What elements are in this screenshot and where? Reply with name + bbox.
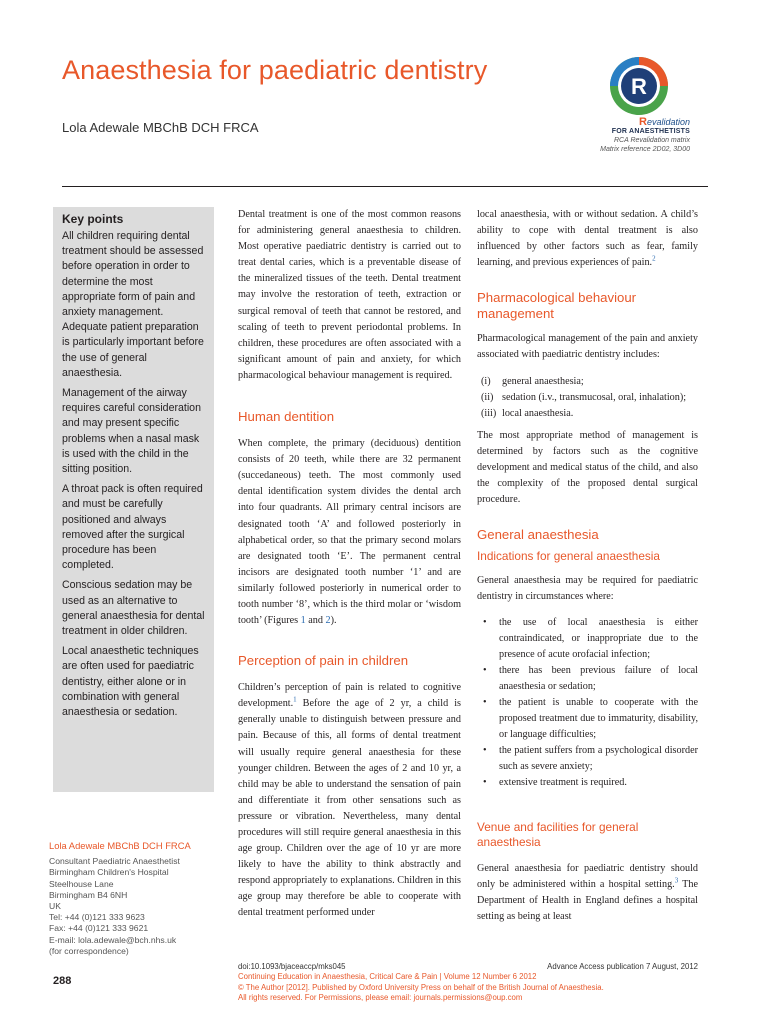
revalidation-matrix: RCA Revalidation matrix xyxy=(614,137,690,144)
affiliation-line: Steelhouse Lane xyxy=(49,878,114,889)
affiliation-line: Birmingham B4 6NH xyxy=(49,889,128,900)
key-point-4: Conscious sedation may be used as an alternative to general anaesthesia for dental treatment in older children. xyxy=(62,579,205,638)
author-affiliation xyxy=(49,840,239,957)
list-item: • the use of local anaesthesia is either contraindicated, or inappropriate due to the presence of acute orofacial infection; xyxy=(477,615,698,663)
revalidation-brand: Revalidation xyxy=(639,116,690,128)
affiliation-line: Birmingham Children's Hospital xyxy=(49,867,169,878)
article-title: Anaesthesia for paediatric dentistry xyxy=(62,55,488,85)
list-item: (iii) local anaesthesia. xyxy=(481,407,574,419)
reference-3-link[interactable]: 3 xyxy=(674,876,679,885)
affiliation-line: UK xyxy=(49,901,61,912)
reference-2-link[interactable]: 2 xyxy=(652,254,656,263)
revalidation-logo-letter: R xyxy=(631,74,647,99)
key-point-3: A throat pack is often required and must be carefully positioned and always removed after the surgical procedure has been completed. xyxy=(62,483,203,572)
indications-heading: Indications for general anaesthesia xyxy=(477,549,660,564)
key-point-1: All children requiring dental treatment should be assessed before operation in order to determine the most appropriate form of pain and anxiety management. Adequate patient preparation is particularly important before the use of general anaesthesia. xyxy=(62,230,204,379)
key-points-heading: Key points xyxy=(62,212,124,226)
affiliation-line: Tel: +44 (0)121 333 9623 xyxy=(49,912,145,923)
footer-copyright: © The Author [2012]. Published by Oxford University Press on behalf of the British Journal of Anaesthesia. xyxy=(238,982,604,992)
list-item: (ii) sedation (i.v., transmucosal, oral, inhalation); xyxy=(481,391,687,403)
affiliation-line: Consultant Paediatric Anaesthetist xyxy=(49,856,180,867)
key-point-5: Local anaesthetic techniques are often used for paediatric dentistry, either alone or in combination with general anaesthesia or sedation. xyxy=(62,645,199,719)
list-item: • the patient suffers from a psychological disorder such as severe anxiety; xyxy=(477,743,698,775)
footer-row xyxy=(238,962,698,972)
body-column-3 xyxy=(477,207,698,925)
list-item: (i) general anaesthesia; xyxy=(481,375,584,387)
pharm-list xyxy=(477,374,698,422)
pharm-paragraph-2: The most appropriate method of management is determined by factors such as the cognitive development and medical status of the child, and also the complexity of the proposed dental surgical procedure. xyxy=(477,429,698,506)
affiliation-line: (for correspondence) xyxy=(49,945,129,956)
pharm-heading: Pharmacological behaviour management xyxy=(477,290,637,322)
revalidation-badge xyxy=(560,118,690,154)
key-point-2: Management of the airway requires careful consideration and may present specific problems when a nasal mask is used with the child in the sitting position. xyxy=(62,387,201,476)
body-column-2 xyxy=(238,207,461,922)
venue-heading: Venue and facilities for general anaesthesia xyxy=(477,819,639,849)
dentition-heading: Human dentition xyxy=(238,409,335,425)
figure-2-link[interactable]: 2 xyxy=(325,615,331,627)
list-item: • extensive treatment is required. xyxy=(477,775,698,791)
figure-1-link[interactable]: 1 xyxy=(300,615,306,627)
intro-paragraph: Dental treatment is one of the most common reasons for administering general anaesthesia to children. Most operative paediatric dentistry is carried out to treat dental caries, which is a preventable disease of the mineralized tissues of the teeth. Dental treatment may involve the restoration of teeth, extraction or surgical removal of teeth that cannot be restored, and scaling of teeth to prevent periodontal problems. In children, these procedures are often associated with a significant amount of pain and anxiety, for which pharmacological behaviour management is required. xyxy=(238,209,461,381)
affiliation-email[interactable]: E-mail: lola.adewale@bch.nhs.uk xyxy=(49,934,177,945)
reference-1-link[interactable]: 1 xyxy=(293,695,297,704)
revalidation-logo-icon xyxy=(609,56,669,116)
pain-heading: Perception of pain in children xyxy=(238,653,409,669)
page-number: 288 xyxy=(53,975,72,987)
footer-access: Advance Access publication 7 August, 2012 xyxy=(547,962,698,971)
dentition-paragraph: When complete, the primary (deciduous) dentition consists of 20 teeth, while there are 32 permanent (succedaneous) teeth. The most commonly used dental identification system divides the dental arch into four quadrants. All primary central incisors are designated tooth ‘A’ and followed posteriorly in alphabetical order, so that the primary second molars are designated tooth ‘E’. The permanent central incisors are designated tooth number ‘1’ and are similarly followed posteriorly in numerical order to tooth number ‘8’, which is the third molar or ‘wisdom tooth’ (Figures 1 and 2). xyxy=(238,438,461,627)
key-points-box xyxy=(53,207,214,792)
revalidation-for-line: FOR ANAESTHETISTS xyxy=(611,128,690,135)
affiliation-name: Lola Adewale MBChB DCH FRCA xyxy=(49,840,191,851)
page-footer xyxy=(238,962,698,1004)
footer-doi[interactable]: doi:10.1093/bjaceaccp/mks045 xyxy=(238,962,346,971)
venue-paragraph: General anaesthesia for paediatric dentistry should only be administered within a hospital setting.$^3$ The Department of Health in England defines a hospital setting as being at least xyxy=(477,862,699,922)
continued-paragraph: local anaesthesia, with or without sedation. A child’s ability to cope with dental treatment is also influenced by other factors such as fear, family learning, and previous experiences of pain.$^2$ xyxy=(477,209,698,269)
footer-journal: Continuing Education in Anaesthesia, Critical Care & Pain | Volume 12 Number 6 2012 xyxy=(238,972,537,982)
pain-paragraph: Children’s perception of pain is related to cognitive development.$^1$ Before the age of 2 yr, a child is generally unable to distinguish between pressure and pain. Because of this, all forms of dental treatment will usually require general anaesthesia for these younger children. Between the ages of 2 and 10 yr, a child may be able to understand the sensation of pain and differentiate it from other sensations such as pressure or vibration. Nevertheless, many dental procedures will still require general anaesthesia in this age group. Children over the age of 10 yr are more likely to have the ability to think abstractly and respond appropriately to explanations. Children in this age group may therefore be able to cooperate with dental treatment performed under xyxy=(238,682,461,919)
affiliation-line: Fax: +44 (0)121 333 9621 xyxy=(49,923,149,934)
pharm-paragraph: Pharmacological management of the pain and anxiety associated with paediatric dentistry includes: xyxy=(477,333,698,361)
list-item: • the patient is unable to cooperate with the proposed treatment due to immaturity, disability, or language difficulties; xyxy=(477,695,698,743)
indications-list xyxy=(477,615,698,792)
article-author: Lola Adewale MBChB DCH FRCA xyxy=(62,120,259,135)
indications-paragraph: General anaesthesia may be required for paediatric dentistry in circumstances where: xyxy=(477,575,698,603)
list-item: • there has been previous failure of local anaesthesia or sedation; xyxy=(477,663,698,695)
ga-heading: General anaesthesia xyxy=(477,527,599,543)
footer-rights: All rights reserved. For Permissions, please email: journals.permissions@oup.com xyxy=(238,993,523,1003)
revalidation-matrix-ref: Matrix reference 2D02, 3D00 xyxy=(600,146,690,153)
header-divider xyxy=(62,186,708,187)
